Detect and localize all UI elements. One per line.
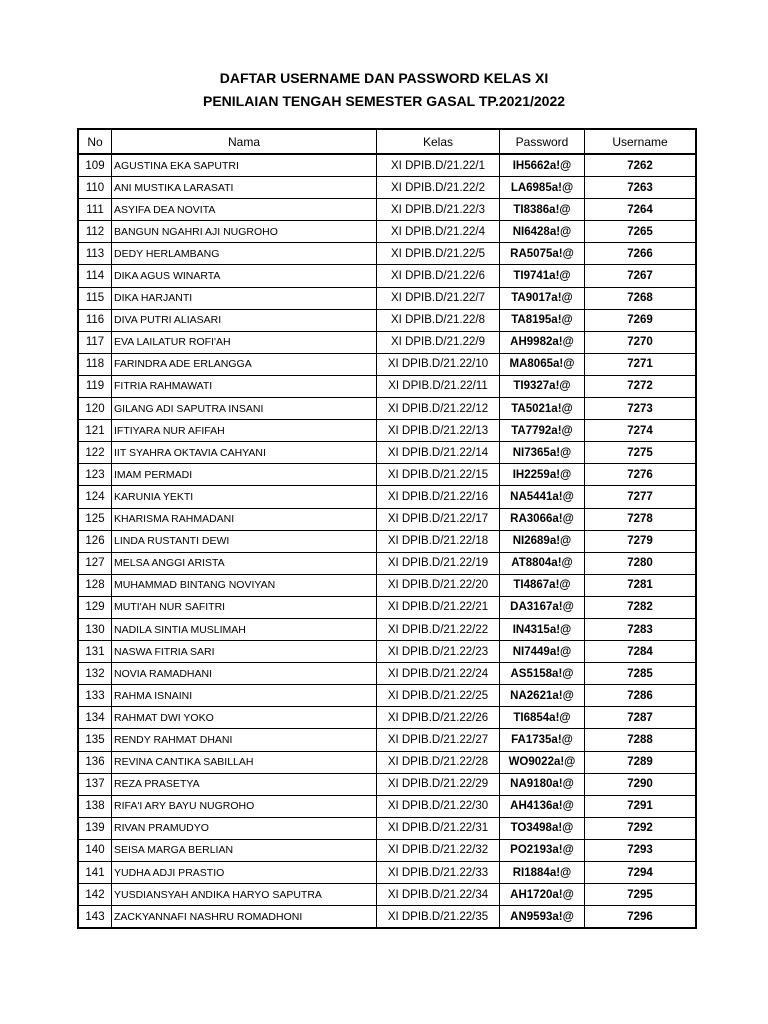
cell-kelas: XI DPIB.D/21.22/15 <box>377 464 500 486</box>
header-username: Username <box>585 129 697 154</box>
cell-password: TI4867a!@ <box>500 574 585 596</box>
cell-password: AS5158a!@ <box>500 663 585 685</box>
cell-kelas: XI DPIB.D/21.22/7 <box>377 287 500 309</box>
cell-no: 131 <box>78 641 112 663</box>
cell-kelas: XI DPIB.D/21.22/17 <box>377 508 500 530</box>
cell-kelas: XI DPIB.D/21.22/10 <box>377 353 500 375</box>
cell-no: 129 <box>78 596 112 618</box>
table-row <box>78 221 696 243</box>
cell-password: NI6428a!@ <box>500 221 585 243</box>
cell-kelas: XI DPIB.D/21.22/16 <box>377 486 500 508</box>
cell-no: 112 <box>78 221 112 243</box>
table-row <box>78 817 696 839</box>
cell-nama: YUDHA ADJI PRASTIO <box>112 862 377 884</box>
cell-username: 7272 <box>585 375 697 397</box>
cell-username: 7262 <box>585 154 697 177</box>
cell-nama: RIVAN PRAMUDYO <box>112 817 377 839</box>
cell-password: DA3167a!@ <box>500 596 585 618</box>
cell-no: 114 <box>78 265 112 287</box>
cell-nama: REVINA CANTIKA SABILLAH <box>112 751 377 773</box>
cell-nama: RAHMAT DWI YOKO <box>112 707 377 729</box>
cell-no: 120 <box>78 398 112 420</box>
header-kelas: Kelas <box>377 129 500 154</box>
table-row <box>78 309 696 331</box>
cell-username: 7284 <box>585 641 697 663</box>
cell-kelas: XI DPIB.D/21.22/18 <box>377 530 500 552</box>
cell-nama: KARUNIA YEKTI <box>112 486 377 508</box>
cell-password: FA1735a!@ <box>500 729 585 751</box>
cell-password: TA7792a!@ <box>500 420 585 442</box>
cell-username: 7293 <box>585 839 697 861</box>
cell-kelas: XI DPIB.D/21.22/29 <box>377 773 500 795</box>
cell-no: 130 <box>78 618 112 640</box>
cell-no: 133 <box>78 685 112 707</box>
cell-nama: FARINDRA ADE ERLANGGA <box>112 353 377 375</box>
table-row <box>78 663 696 685</box>
cell-kelas: XI DPIB.D/21.22/12 <box>377 398 500 420</box>
table-row <box>78 331 696 353</box>
cell-no: 110 <box>78 177 112 199</box>
cell-kelas: XI DPIB.D/21.22/32 <box>377 839 500 861</box>
cell-kelas: XI DPIB.D/21.22/5 <box>377 243 500 265</box>
table-body <box>78 154 696 928</box>
cell-nama: MUHAMMAD BINTANG NOVIYAN <box>112 574 377 596</box>
cell-username: 7288 <box>585 729 697 751</box>
cell-username: 7285 <box>585 663 697 685</box>
table-row <box>78 574 696 596</box>
cell-nama: YUSDIANSYAH ANDIKA HARYO SAPUTRA <box>112 884 377 906</box>
cell-no: 138 <box>78 795 112 817</box>
cell-nama: NASWA FITRIA SARI <box>112 641 377 663</box>
cell-username: 7274 <box>585 420 697 442</box>
table-row <box>78 552 696 574</box>
cell-no: 135 <box>78 729 112 751</box>
cell-password: AH4136a!@ <box>500 795 585 817</box>
cell-nama: IIT SYAHRA OKTAVIA CAHYANI <box>112 442 377 464</box>
cell-username: 7290 <box>585 773 697 795</box>
cell-no: 113 <box>78 243 112 265</box>
cell-kelas: XI DPIB.D/21.22/34 <box>377 884 500 906</box>
cell-password: RA3066a!@ <box>500 508 585 530</box>
cell-username: 7270 <box>585 331 697 353</box>
cell-nama: AGUSTINA EKA SAPUTRI <box>112 154 377 177</box>
table-row <box>78 773 696 795</box>
cell-password: NA9180a!@ <box>500 773 585 795</box>
cell-username: 7283 <box>585 618 697 640</box>
cell-no: 126 <box>78 530 112 552</box>
cell-password: TI6854a!@ <box>500 707 585 729</box>
cell-username: 7269 <box>585 309 697 331</box>
cell-nama: MUTI'AH NUR SAFITRI <box>112 596 377 618</box>
table-header-row <box>78 129 696 154</box>
cell-nama: ASYIFA DEA NOVITA <box>112 199 377 221</box>
header-password: Password <box>500 129 585 154</box>
table-row <box>78 862 696 884</box>
table-row <box>78 154 696 177</box>
cell-nama: REZA PRASETYA <box>112 773 377 795</box>
cell-kelas: XI DPIB.D/21.22/8 <box>377 309 500 331</box>
cell-nama: BANGUN NGAHRI AJI NUGROHO <box>112 221 377 243</box>
cell-password: NI7449a!@ <box>500 641 585 663</box>
cell-no: 121 <box>78 420 112 442</box>
cell-password: TI9327a!@ <box>500 375 585 397</box>
cell-no: 122 <box>78 442 112 464</box>
header-no: No <box>78 129 112 154</box>
table-row <box>78 685 696 707</box>
cell-kelas: XI DPIB.D/21.22/28 <box>377 751 500 773</box>
document-subtitle: PENILAIAN TENGAH SEMESTER GASAL TP.2021/2022 <box>202 93 566 109</box>
cell-nama: NADILA SINTIA MUSLIMAH <box>112 618 377 640</box>
cell-kelas: XI DPIB.D/21.22/35 <box>377 906 500 929</box>
header-nama: Nama <box>112 129 377 154</box>
cell-password: AT8804a!@ <box>500 552 585 574</box>
cell-username: 7291 <box>585 795 697 817</box>
cell-no: 136 <box>78 751 112 773</box>
cell-username: 7295 <box>585 884 697 906</box>
cell-no: 109 <box>78 154 112 177</box>
cell-no: 116 <box>78 309 112 331</box>
cell-password: IH5662a!@ <box>500 154 585 177</box>
cell-kelas: XI DPIB.D/21.22/24 <box>377 663 500 685</box>
cell-password: NA2621a!@ <box>500 685 585 707</box>
cell-password: MA8065a!@ <box>500 353 585 375</box>
cell-no: 137 <box>78 773 112 795</box>
cell-password: TA9017a!@ <box>500 287 585 309</box>
cell-nama: LINDA RUSTANTI DEWI <box>112 530 377 552</box>
cell-password: TI8386a!@ <box>500 199 585 221</box>
cell-password: NI2689a!@ <box>500 530 585 552</box>
cell-kelas: XI DPIB.D/21.22/4 <box>377 221 500 243</box>
cell-password: TO3498a!@ <box>500 817 585 839</box>
cell-no: 125 <box>78 508 112 530</box>
cell-kelas: XI DPIB.D/21.22/13 <box>377 420 500 442</box>
cell-nama: RIFA'I ARY BAYU NUGROHO <box>112 795 377 817</box>
cell-no: 111 <box>78 199 112 221</box>
cell-no: 128 <box>78 574 112 596</box>
table-row <box>78 729 696 751</box>
cell-nama: ZACKYANNAFI NASHRU ROMADHONI <box>112 906 377 929</box>
cell-no: 143 <box>78 906 112 929</box>
cell-kelas: XI DPIB.D/21.22/20 <box>377 574 500 596</box>
cell-nama: KHARISMA RAHMADANI <box>112 508 377 530</box>
cell-nama: FITRIA RAHMAWATI <box>112 375 377 397</box>
cell-kelas: XI DPIB.D/21.22/22 <box>377 618 500 640</box>
cell-no: 127 <box>78 552 112 574</box>
cell-kelas: XI DPIB.D/21.22/27 <box>377 729 500 751</box>
cell-nama: RAHMA ISNAINI <box>112 685 377 707</box>
cell-password: RA5075a!@ <box>500 243 585 265</box>
cell-password: LA6985a!@ <box>500 177 585 199</box>
cell-password: TA5021a!@ <box>500 398 585 420</box>
cell-no: 118 <box>78 353 112 375</box>
table-row <box>78 906 696 929</box>
cell-username: 7267 <box>585 265 697 287</box>
cell-kelas: XI DPIB.D/21.22/26 <box>377 707 500 729</box>
cell-kelas: XI DPIB.D/21.22/2 <box>377 177 500 199</box>
cell-username: 7279 <box>585 530 697 552</box>
cell-password: AH9982a!@ <box>500 331 585 353</box>
cell-kelas: XI DPIB.D/21.22/19 <box>377 552 500 574</box>
table-row <box>78 508 696 530</box>
cell-nama: DEDY HERLAMBANG <box>112 243 377 265</box>
cell-username: 7280 <box>585 552 697 574</box>
cell-username: 7264 <box>585 199 697 221</box>
cell-no: 142 <box>78 884 112 906</box>
cell-username: 7287 <box>585 707 697 729</box>
cell-username: 7275 <box>585 442 697 464</box>
cell-username: 7263 <box>585 177 697 199</box>
cell-kelas: XI DPIB.D/21.22/6 <box>377 265 500 287</box>
cell-kelas: XI DPIB.D/21.22/1 <box>377 154 500 177</box>
cell-no: 119 <box>78 375 112 397</box>
cell-kelas: XI DPIB.D/21.22/14 <box>377 442 500 464</box>
credentials-table <box>77 128 697 929</box>
cell-no: 132 <box>78 663 112 685</box>
cell-kelas: XI DPIB.D/21.22/31 <box>377 817 500 839</box>
cell-nama: DIKA HARJANTI <box>112 287 377 309</box>
table-row <box>78 464 696 486</box>
cell-nama: IMAM PERMADI <box>112 464 377 486</box>
table-row <box>78 884 696 906</box>
cell-username: 7296 <box>585 906 697 929</box>
table-row <box>78 707 696 729</box>
table-row <box>78 199 696 221</box>
cell-username: 7282 <box>585 596 697 618</box>
cell-password: IN4315a!@ <box>500 618 585 640</box>
cell-kelas: XI DPIB.D/21.22/9 <box>377 331 500 353</box>
cell-no: 139 <box>78 817 112 839</box>
cell-password: IH2259a!@ <box>500 464 585 486</box>
cell-password: TI9741a!@ <box>500 265 585 287</box>
cell-kelas: XI DPIB.D/21.22/25 <box>377 685 500 707</box>
cell-password: AN9593a!@ <box>500 906 585 929</box>
table-row <box>78 486 696 508</box>
cell-kelas: XI DPIB.D/21.22/30 <box>377 795 500 817</box>
cell-no: 134 <box>78 707 112 729</box>
table-row <box>78 420 696 442</box>
cell-username: 7289 <box>585 751 697 773</box>
table-row <box>78 596 696 618</box>
cell-kelas: XI DPIB.D/21.22/23 <box>377 641 500 663</box>
table-row <box>78 265 696 287</box>
cell-password: AH1720a!@ <box>500 884 585 906</box>
cell-username: 7266 <box>585 243 697 265</box>
cell-username: 7292 <box>585 817 697 839</box>
cell-password: PO2193a!@ <box>500 839 585 861</box>
cell-no: 140 <box>78 839 112 861</box>
cell-no: 124 <box>78 486 112 508</box>
cell-username: 7273 <box>585 398 697 420</box>
cell-username: 7268 <box>585 287 697 309</box>
cell-username: 7278 <box>585 508 697 530</box>
table-row <box>78 795 696 817</box>
cell-kelas: XI DPIB.D/21.22/33 <box>377 862 500 884</box>
cell-nama: EVA LAILATUR ROFI'AH <box>112 331 377 353</box>
cell-nama: DIKA AGUS WINARTA <box>112 265 377 287</box>
cell-nama: MELSA ANGGI ARISTA <box>112 552 377 574</box>
cell-password: RI1884a!@ <box>500 862 585 884</box>
cell-kelas: XI DPIB.D/21.22/3 <box>377 199 500 221</box>
table-row <box>78 839 696 861</box>
cell-username: 7281 <box>585 574 697 596</box>
cell-nama: NOVIA RAMADHANI <box>112 663 377 685</box>
table-row <box>78 618 696 640</box>
cell-username: 7271 <box>585 353 697 375</box>
cell-username: 7286 <box>585 685 697 707</box>
cell-no: 123 <box>78 464 112 486</box>
table-row <box>78 353 696 375</box>
table-row <box>78 641 696 663</box>
document-title: DAFTAR USERNAME DAN PASSWORD KELAS XI <box>219 70 549 86</box>
cell-nama: SEISA MARGA BERLIAN <box>112 839 377 861</box>
cell-password: TA8195a!@ <box>500 309 585 331</box>
cell-password: WO9022a!@ <box>500 751 585 773</box>
cell-username: 7265 <box>585 221 697 243</box>
table-row <box>78 287 696 309</box>
cell-kelas: XI DPIB.D/21.22/21 <box>377 596 500 618</box>
cell-no: 117 <box>78 331 112 353</box>
cell-username: 7277 <box>585 486 697 508</box>
table-row <box>78 751 696 773</box>
cell-no: 115 <box>78 287 112 309</box>
cell-no: 141 <box>78 862 112 884</box>
cell-nama: RENDY RAHMAT DHANI <box>112 729 377 751</box>
table-row <box>78 375 696 397</box>
cell-password: NA5441a!@ <box>500 486 585 508</box>
table-row <box>78 530 696 552</box>
cell-nama: GILANG ADI SAPUTRA INSANI <box>112 398 377 420</box>
table-row <box>78 243 696 265</box>
cell-username: 7276 <box>585 464 697 486</box>
cell-password: NI7365a!@ <box>500 442 585 464</box>
cell-kelas: XI DPIB.D/21.22/11 <box>377 375 500 397</box>
table-row <box>78 442 696 464</box>
cell-nama: IFTIYARA NUR AFIFAH <box>112 420 377 442</box>
cell-username: 7294 <box>585 862 697 884</box>
table-row <box>78 177 696 199</box>
table-row <box>78 398 696 420</box>
cell-nama: ANI MUSTIKA LARASATI <box>112 177 377 199</box>
cell-nama: DIVA PUTRI ALIASARI <box>112 309 377 331</box>
